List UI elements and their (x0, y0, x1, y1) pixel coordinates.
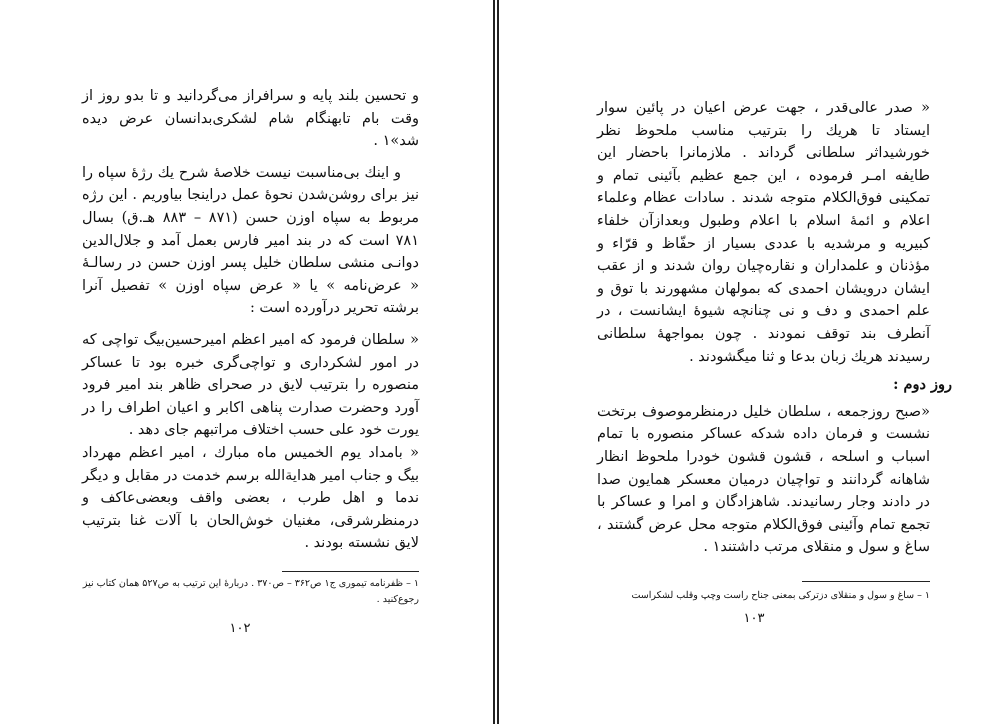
left-page-body (82, 85, 419, 555)
left-paragraph-1: و تحسین بلند پایه و سرافراز می‌گردانید و تا بدو روز از وقت بام تابهنگام شام لشکری‌بدانسان عرض دیده شد»۱ . (82, 88, 419, 150)
right-footnote-rule (802, 581, 930, 582)
right-paragraph-1: « صدر عالی‌قدر ، جهت عرض اعیان در پائین سوار ایستاد تا هریك را بترتیب مناسب ملحوظ نظر خورشیداثر سلطانی گرداند . ملازمانرا باحضار این طایفه امـر فرموده ، این جمع عظیم بآئینی تمام و تمکینی فوق‌الکلام متوجه شدند . سادات عظام وعلماء اعلام و ائمهٔ اسلام با اعلام وطبول وبعدازآن خلفاء کبیریه و مرشدیه با عددی بسیار از حفّاظ و قرّاء و مؤذنان و علمداران و نقاره‌چیان روان شدند و از عقب ایشان درویشان احمدی که بمولهان مشهورند با توق و علم احمدی و دف و نی چنانچه شیوهٔ ایشانست ، در آنطرف بند توقف نمودند . چون بمواجههٔ سلطانی رسیدند هریك زبان بدعا و ثنا میگشودند . (597, 100, 930, 365)
left-page-number: ۱۰۲ (229, 621, 251, 636)
right-page-number: ۱۰۳ (743, 611, 765, 626)
left-footnote: ۱ – ظفرنامه تیموری ج۱ ص۳۶۲ – ص۳۷۰ . دربارهٔ این ترتیب به ص۵۲۷ همان کتاب نیز رجوع‌کنید . (82, 578, 419, 605)
right-page-body (597, 97, 952, 559)
left-paragraph-4: « بامداد یوم الخمیس ماه مبارك ، امیر اعظم مهرداد بیگ و جناب امیر هدایةالله برسم خدمت در مقابل و دیگر ندما و اهل طرب ، بعضی واقف وبعضی‌عاکف و درمنظرشرقی، مغنیان خوش‌الحان با آلات غنا بترتیب لایق نشسته بودند . (82, 444, 419, 552)
left-footnote-rule (282, 571, 419, 572)
page-edge-line (493, 0, 495, 724)
right-footnote: ۱ – ساغ و سول و منقلای دزترکی بمعنی جناح راست وچپ وقلب لشکراست (631, 590, 930, 601)
left-page (0, 0, 493, 724)
left-paragraph-3: « سلطان فرمود که امیر اعظم امیرحسین‌بیگ تواچی که در امور لشکرداری و تواچی‌گری خبره بود تا عساکر منصوره را بترتیب لایق در صحرای ظاهر بند امیر فرود آورد وحضرت صدارت پناهی اکابر و اعیان اطراف را در یورت خود علی حسب اختلاف مراتبهم جای دهد . (82, 331, 419, 439)
left-paragraph-2: و اینك بی‌مناسبت نیست خلاصهٔ شرح یك رژهٔ سپاه را نیز برای روشن‌شدن نحوهٔ عمل دراینجا بیاوریم . این رژه مربوط به سپاه اوزن حسن (۸۷۱ – ۸۸۳ هـ.ق) بسال ۷۸۱ است که در بند امیر فارس بعمل آمد و جلال‌الدین دوانـی منشی سلطان خلیل پسر اوزن حسن در رسالـهٔ « عرض‌نامه » یا « عرض سپاه اوزن » تفصیل آنرا برشته تحریر درآورده است : (82, 164, 419, 317)
right-paragraph-2: «صبح روزجمعه ، سلطان خلیل درمنظرموصوف برتخت نشست و فرمان داده شدکه عساکر منصوره با تمام اسباب و اسلحه ، قشون قشون خودرا ملحوظ انظار شاهانه گردانند و تواچیان درمیان معسکر همایون صدا در دادند وجار رسانیدند. شاهزادگان و امرا و عساکر با تجمع تمام وآئینی فوق‌الکلام متوجه محل عرض گشتند ، ساغ و سول و منقلای مرتب داشتند۱ . (597, 403, 930, 556)
right-page (499, 0, 990, 724)
day-two-heading: روز دوم : (893, 376, 952, 394)
